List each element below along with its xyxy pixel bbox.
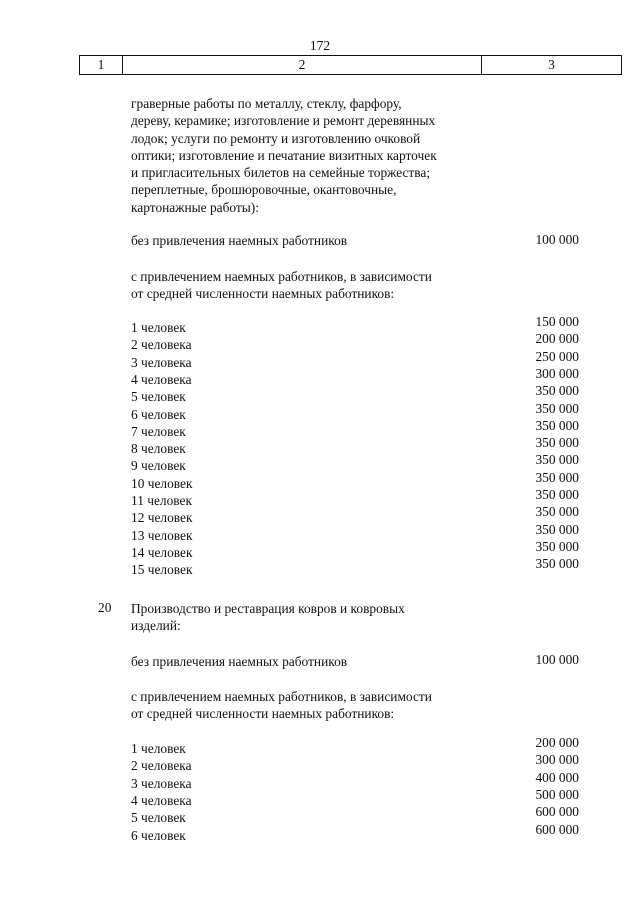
employee-count-label: 4 человека <box>131 792 192 808</box>
tax-amount-value: 300 000 <box>535 752 579 768</box>
intro-paragraph <box>131 95 437 216</box>
tax-amount-value: 350 000 <box>535 383 579 399</box>
employee-count-label: 2 человека <box>131 337 192 353</box>
intro-line: лодок; услуги по ремонту и изготовлению очковой <box>131 130 421 146</box>
intro-line: оптики; изготовление и печатание визитных карточек <box>131 147 437 163</box>
tax-amount-value: 150 000 <box>535 314 579 329</box>
column-header-table <box>79 55 622 75</box>
table-row <box>0 556 640 579</box>
tax-amount-value: 350 000 <box>535 452 579 468</box>
with-employees-line: с привлечением наемных работников, в зависимости <box>131 269 432 284</box>
employee-count-label: 13 человек <box>131 527 193 543</box>
section-title <box>131 600 405 635</box>
tax-amount-value: 600 000 <box>535 804 579 820</box>
section-title-line: изделий: <box>131 618 181 634</box>
employee-count-label: 5 человек <box>131 389 186 405</box>
with-employees-line: от средней численности наемных работников: <box>131 706 395 722</box>
employee-count-label: 9 человек <box>131 458 186 474</box>
employee-count-label: 1 человек <box>131 320 186 335</box>
employee-count-label: 10 человек <box>131 475 193 491</box>
employee-count-label: 12 человек <box>131 510 193 526</box>
no-employees-value: 100 000 <box>535 652 579 667</box>
tax-amount-value: 250 000 <box>535 348 579 364</box>
tax-amount-value: 500 000 <box>535 786 579 802</box>
employee-count-label: 14 человек <box>131 544 193 560</box>
employee-count-label: 6 человек <box>131 827 186 843</box>
employee-count-label: 1 человек <box>131 741 186 756</box>
employee-count-label: 7 человек <box>131 423 186 439</box>
column-header-1: 1 <box>80 56 123 75</box>
tax-amount-value: 200 000 <box>535 331 579 347</box>
employee-count-label: 5 человек <box>131 810 186 826</box>
section-title-line: Производство и реставрация ковров и ковровых <box>131 601 405 616</box>
no-employees-row <box>0 233 640 250</box>
tax-amount-value: 350 000 <box>535 469 579 485</box>
tax-amount-value: 600 000 <box>535 821 579 837</box>
tax-amount-value: 350 000 <box>535 556 579 572</box>
column-header-2: 2 <box>123 56 482 75</box>
intro-line: переплетные, брошюровочные, окантовочные, <box>131 182 397 198</box>
employee-count-label: 4 человека <box>131 371 192 387</box>
with-employees-line: от средней численности наемных работников: <box>131 286 395 302</box>
intro-line: и пригласительных билетов на семейные торжества; <box>131 165 431 181</box>
employee-count-label: 2 человека <box>131 758 192 774</box>
section-number: 20 <box>98 600 112 615</box>
employee-count-label: 15 человек <box>131 562 193 578</box>
intro-line: картонажные работы): <box>131 199 259 215</box>
no-employees-value: 100 000 <box>535 232 579 247</box>
employee-count-label: 8 человек <box>131 441 186 457</box>
tax-amount-value: 350 000 <box>535 538 579 554</box>
with-employees-heading <box>131 688 432 723</box>
tax-amount-value: 350 000 <box>535 400 579 416</box>
tax-amount-value: 400 000 <box>535 769 579 785</box>
table-row <box>0 821 640 845</box>
with-employees-heading <box>131 268 432 303</box>
employee-count-label: 6 человек <box>131 406 186 422</box>
with-employees-line: с привлечением наемных работников, в зависимости <box>131 689 432 704</box>
tax-amount-value: 350 000 <box>535 487 579 502</box>
employee-count-label: 3 человека <box>131 354 192 370</box>
intro-line: дереву, керамике; изготовление и ремонт деревянных <box>131 113 436 129</box>
tax-amount-value: 200 000 <box>535 735 579 750</box>
tax-amount-value: 350 000 <box>535 521 579 537</box>
no-employees-label: без привлечения наемных работников <box>131 654 348 669</box>
intro-line: граверные работы по металлу, стеклу, фарфору, <box>131 96 402 111</box>
page-number: 172 <box>309 38 331 53</box>
tax-amount-value: 350 000 <box>535 504 579 520</box>
employee-count-label: 3 человека <box>131 775 192 791</box>
no-employees-row <box>0 654 640 671</box>
no-employees-label: без привлечения наемных работников <box>131 233 348 248</box>
employee-count-label: 11 человек <box>131 493 192 508</box>
column-header-3: 3 <box>482 56 622 75</box>
tax-amount-value: 300 000 <box>535 365 579 381</box>
tax-amount-value: 350 000 <box>535 417 579 433</box>
tax-amount-value: 350 000 <box>535 435 579 451</box>
